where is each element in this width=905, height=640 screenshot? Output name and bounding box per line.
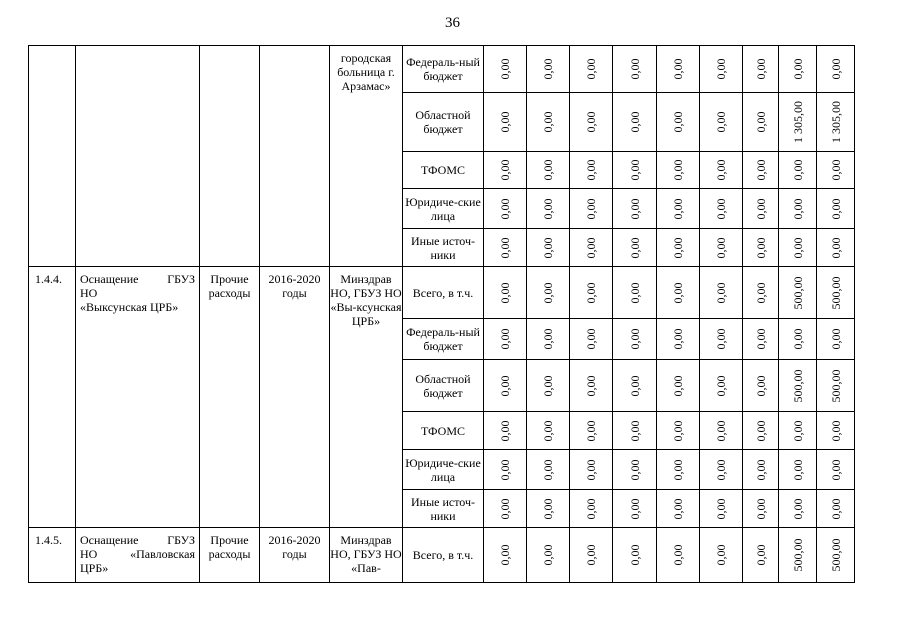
item-number: 1.4.4. (29, 267, 76, 528)
value-cell (657, 229, 700, 267)
value-text: 0,00 (714, 375, 728, 396)
value-cell (527, 46, 570, 93)
value-cell (779, 46, 817, 93)
value-cell (779, 528, 817, 583)
value-text: 0,00 (671, 328, 685, 350)
value-cell (570, 267, 613, 319)
value-cell (743, 267, 779, 319)
value-text: 0,00 (627, 282, 642, 303)
value-cell (484, 412, 527, 450)
value-text: 0,00 (790, 498, 805, 519)
value-text: 0,00 (790, 237, 805, 258)
value-text: 0,00 (541, 544, 555, 566)
value-text: 0,00 (627, 328, 642, 350)
period: 2016-2020 годы (260, 267, 330, 528)
value-text: 0,00 (584, 498, 598, 519)
item-name-line (80, 286, 195, 300)
value-cell (613, 319, 657, 360)
funding-source: Иные источ-ники (403, 490, 484, 528)
expense-type (200, 46, 260, 267)
value-cell (700, 267, 743, 319)
value-cell (527, 528, 570, 583)
value-cell (527, 412, 570, 450)
value-text: 0,00 (584, 159, 598, 181)
expense-type: Прочие расходы (200, 528, 260, 583)
value-text: 0,00 (627, 544, 642, 566)
value-cell (613, 46, 657, 93)
table-row (29, 528, 855, 583)
value-text: 0,00 (498, 111, 512, 133)
funding-source: Юридиче-ские лица (403, 450, 484, 490)
value-cell (700, 93, 743, 152)
value-cell (613, 450, 657, 490)
value-text: 0,00 (498, 498, 512, 519)
value-cell (817, 93, 855, 152)
item-name-word: Оснащение (80, 272, 139, 286)
value-text: 0,00 (790, 459, 805, 480)
funding-source: Областной бюджет (403, 360, 484, 412)
value-text: 500,00 (790, 538, 805, 572)
item-name-word: ГБУЗ (167, 272, 195, 286)
value-text: 0,00 (671, 459, 685, 480)
value-cell (779, 450, 817, 490)
value-cell (817, 490, 855, 528)
value-cell (527, 229, 570, 267)
value-cell (570, 450, 613, 490)
value-text: 0,00 (627, 58, 642, 80)
value-cell (613, 152, 657, 189)
value-cell (779, 267, 817, 319)
value-text: 0,00 (498, 544, 512, 566)
value-text: 0,00 (498, 159, 512, 181)
value-text: 0,00 (584, 459, 598, 480)
item-number (29, 46, 76, 267)
value-cell (657, 528, 700, 583)
value-text: 0,00 (828, 498, 843, 519)
value-cell (817, 412, 855, 450)
value-cell (527, 360, 570, 412)
value-text: 0,00 (714, 282, 728, 303)
value-cell (484, 93, 527, 152)
value-cell (484, 319, 527, 360)
value-text: 0,00 (714, 420, 728, 441)
value-cell (743, 450, 779, 490)
value-cell (657, 360, 700, 412)
value-text: 500,00 (790, 369, 805, 402)
value-text: 0,00 (584, 375, 598, 396)
value-text: 0,00 (541, 58, 555, 80)
item-name-word: ЦРБ» (80, 561, 109, 575)
value-text: 0,00 (714, 58, 728, 80)
value-text: 0,00 (828, 420, 843, 441)
value-text: 0,00 (627, 498, 642, 519)
value-text: 0,00 (714, 498, 728, 519)
value-cell (657, 450, 700, 490)
value-cell (657, 319, 700, 360)
value-text: 0,00 (753, 198, 768, 219)
funding-source: Иные источ-ники (403, 229, 484, 267)
value-text: 0,00 (714, 544, 728, 566)
item-name (76, 528, 200, 583)
value-text: 0,00 (671, 237, 685, 258)
value-cell (700, 46, 743, 93)
value-cell (527, 490, 570, 528)
value-cell (570, 412, 613, 450)
value-text: 0,00 (627, 159, 642, 181)
value-cell (817, 229, 855, 267)
value-cell (657, 490, 700, 528)
value-cell (743, 490, 779, 528)
value-cell (700, 528, 743, 583)
value-text: 1 305,00 (828, 101, 843, 143)
value-text: 0,00 (627, 420, 642, 441)
value-text: 0,00 (753, 237, 768, 258)
value-cell (743, 528, 779, 583)
value-text: 0,00 (584, 420, 598, 441)
value-text: 0,00 (714, 198, 728, 219)
value-text: 0,00 (671, 58, 685, 80)
value-text: 0,00 (828, 198, 843, 219)
value-cell (743, 319, 779, 360)
value-text: 0,00 (828, 459, 843, 480)
value-text: 0,00 (753, 159, 768, 181)
item-name-word: Оснащение (80, 533, 139, 547)
value-text: 0,00 (584, 282, 598, 303)
value-cell (743, 412, 779, 450)
value-text: 0,00 (790, 198, 805, 219)
item-name-line (80, 547, 195, 561)
value-cell (484, 450, 527, 490)
value-cell (613, 528, 657, 583)
executor: Минздрав НО, ГБУЗ НО «Вы-ксунская ЦРБ» (330, 267, 403, 528)
value-cell (484, 360, 527, 412)
value-cell (700, 229, 743, 267)
value-cell (570, 528, 613, 583)
value-cell (700, 152, 743, 189)
value-cell (817, 267, 855, 319)
item-name-line (80, 561, 195, 575)
value-text: 0,00 (790, 58, 805, 80)
value-cell (613, 360, 657, 412)
value-text: 500,00 (828, 369, 843, 402)
value-cell (484, 267, 527, 319)
value-cell (779, 360, 817, 412)
value-cell (484, 490, 527, 528)
value-cell (484, 152, 527, 189)
value-cell (700, 450, 743, 490)
value-cell (779, 229, 817, 267)
value-cell (570, 360, 613, 412)
value-text: 0,00 (714, 159, 728, 181)
item-name-word: НО (80, 286, 98, 300)
value-text: 0,00 (541, 198, 555, 219)
value-cell (657, 412, 700, 450)
value-cell (570, 46, 613, 93)
value-text: 0,00 (671, 282, 685, 303)
funding-source: Всего, в т.ч. (403, 528, 484, 583)
value-text: 0,00 (671, 111, 685, 133)
value-text: 0,00 (671, 544, 685, 566)
value-cell (570, 93, 613, 152)
value-cell (570, 229, 613, 267)
value-cell (700, 360, 743, 412)
value-cell (527, 152, 570, 189)
funding-source: Областной бюджет (403, 93, 484, 152)
value-cell (613, 267, 657, 319)
value-text: 0,00 (541, 237, 555, 258)
value-text: 0,00 (714, 328, 728, 350)
value-cell (657, 267, 700, 319)
value-text: 0,00 (753, 459, 768, 480)
value-text: 0,00 (671, 375, 685, 396)
value-text: 0,00 (671, 198, 685, 219)
value-text: 0,00 (753, 111, 768, 133)
value-text: 0,00 (498, 282, 512, 303)
funding-source: ТФОМС (403, 412, 484, 450)
item-name-word: «Выксунская ЦРБ» (80, 300, 179, 314)
item-name (76, 46, 200, 267)
item-name (76, 267, 200, 528)
value-text: 0,00 (753, 58, 768, 80)
value-text: 0,00 (627, 459, 642, 480)
value-text: 0,00 (753, 420, 768, 441)
item-name-word: ГБУЗ (167, 533, 195, 547)
value-cell (817, 152, 855, 189)
value-cell (817, 319, 855, 360)
value-cell (657, 152, 700, 189)
value-cell (779, 93, 817, 152)
value-cell (484, 189, 527, 229)
value-cell (743, 46, 779, 93)
item-number: 1.4.5. (29, 528, 76, 583)
item-name-word: «Павловская (130, 547, 195, 561)
value-text: 0,00 (714, 111, 728, 133)
value-cell (527, 93, 570, 152)
value-cell (484, 229, 527, 267)
value-text: 0,00 (584, 111, 598, 133)
page-number: 36 (445, 15, 460, 31)
value-cell (779, 412, 817, 450)
value-text: 0,00 (541, 111, 555, 133)
value-cell (527, 189, 570, 229)
value-cell (779, 490, 817, 528)
executor: Минздрав НО, ГБУЗ НО «Пав- (330, 528, 403, 583)
value-text: 0,00 (584, 544, 598, 566)
funding-source: Всего, в т.ч. (403, 267, 484, 319)
value-cell (743, 189, 779, 229)
value-text: 0,00 (584, 237, 598, 258)
value-text: 0,00 (714, 459, 728, 480)
value-text: 0,00 (753, 375, 768, 396)
value-text: 0,00 (541, 282, 555, 303)
item-name-word: НО (80, 547, 98, 561)
value-text: 0,00 (627, 375, 642, 396)
value-cell (570, 490, 613, 528)
value-text: 0,00 (498, 420, 512, 441)
value-text: 0,00 (753, 544, 768, 566)
value-text: 1 305,00 (790, 101, 805, 143)
value-text: 0,00 (828, 58, 843, 80)
value-cell (743, 152, 779, 189)
value-cell (657, 189, 700, 229)
value-cell (527, 267, 570, 319)
value-cell (700, 319, 743, 360)
value-text: 500,00 (828, 538, 843, 572)
value-cell (613, 229, 657, 267)
value-text: 0,00 (828, 159, 843, 181)
value-text: 0,00 (671, 420, 685, 441)
value-text: 0,00 (541, 375, 555, 396)
value-text: 0,00 (541, 459, 555, 480)
value-text: 0,00 (541, 159, 555, 181)
value-text: 0,00 (498, 58, 512, 80)
value-cell (817, 450, 855, 490)
value-cell (613, 490, 657, 528)
value-text: 0,00 (671, 159, 685, 181)
value-cell (570, 319, 613, 360)
value-text: 0,00 (541, 498, 555, 519)
value-text: 0,00 (584, 198, 598, 219)
table-row (29, 267, 855, 319)
value-cell (700, 412, 743, 450)
value-cell (613, 412, 657, 450)
value-text: 0,00 (498, 237, 512, 258)
value-cell (700, 189, 743, 229)
budget-table (28, 45, 855, 583)
funding-source: Юридиче-ские лица (403, 189, 484, 229)
value-text: 0,00 (498, 375, 512, 396)
value-text: 0,00 (790, 328, 805, 350)
value-text: 0,00 (627, 198, 642, 219)
period: 2016-2020 годы (260, 528, 330, 583)
item-name-line (80, 300, 195, 314)
value-text: 0,00 (627, 237, 642, 258)
value-cell (570, 152, 613, 189)
funding-source: Федераль-ный бюджет (403, 46, 484, 93)
value-text: 0,00 (627, 111, 642, 133)
value-cell (779, 319, 817, 360)
value-cell (779, 152, 817, 189)
funding-source: Федераль-ный бюджет (403, 319, 484, 360)
period (260, 46, 330, 267)
value-cell (817, 46, 855, 93)
value-cell (527, 319, 570, 360)
value-text: 0,00 (714, 237, 728, 258)
value-cell (657, 93, 700, 152)
value-cell (743, 360, 779, 412)
funding-source: ТФОМС (403, 152, 484, 189)
value-text: 500,00 (828, 276, 843, 309)
value-text: 500,00 (790, 276, 805, 309)
value-text: 0,00 (790, 420, 805, 441)
value-text: 0,00 (828, 328, 843, 350)
value-text: 0,00 (671, 498, 685, 519)
value-cell (743, 229, 779, 267)
value-text: 0,00 (541, 328, 555, 350)
value-text: 0,00 (753, 282, 768, 303)
value-cell (527, 450, 570, 490)
value-cell (779, 189, 817, 229)
value-cell (817, 189, 855, 229)
item-name-line (80, 272, 195, 286)
table-row (29, 46, 855, 93)
value-text: 0,00 (498, 459, 512, 480)
value-cell (657, 46, 700, 93)
item-name-line (80, 533, 195, 547)
value-cell (570, 189, 613, 229)
value-cell (484, 528, 527, 583)
value-cell (484, 46, 527, 93)
value-text: 0,00 (584, 58, 598, 80)
expense-type: Прочие расходы (200, 267, 260, 528)
value-text: 0,00 (828, 237, 843, 258)
value-text: 0,00 (498, 198, 512, 219)
value-text: 0,00 (584, 328, 598, 350)
value-text: 0,00 (541, 420, 555, 441)
value-cell (700, 490, 743, 528)
value-cell (743, 93, 779, 152)
value-text: 0,00 (790, 159, 805, 181)
value-text: 0,00 (753, 328, 768, 350)
value-cell (613, 93, 657, 152)
value-cell (817, 360, 855, 412)
value-text: 0,00 (753, 498, 768, 519)
value-cell (613, 189, 657, 229)
executor: городская больница г. Арзамас» (330, 46, 403, 267)
value-cell (817, 528, 855, 583)
value-text: 0,00 (498, 328, 512, 350)
